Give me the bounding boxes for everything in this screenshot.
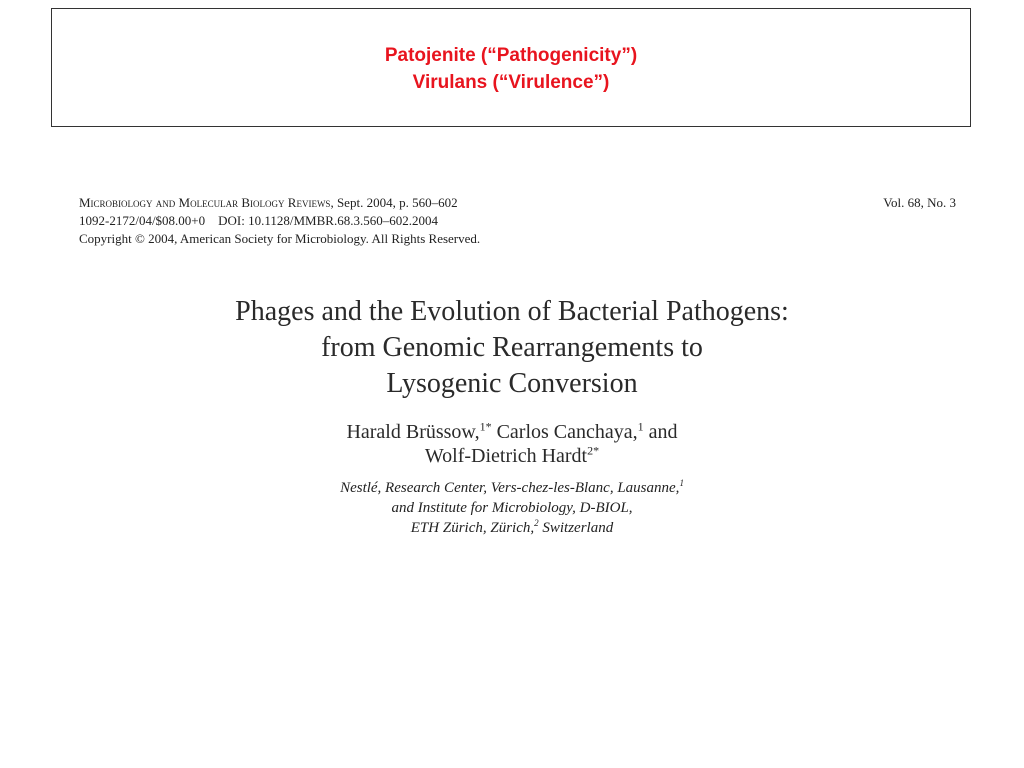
affiliation-2-text: ETH Zürich, Zürich, <box>410 520 535 536</box>
affiliation-block <box>260 478 764 538</box>
author-3-affiliation-mark: 2* <box>587 443 600 458</box>
author-line-1 <box>260 420 764 444</box>
affiliation-2-country: Switzerland <box>538 520 614 536</box>
journal-volume: Vol. 68, No. 3 <box>883 195 956 210</box>
author-1-affiliation-mark: 1* <box>479 419 492 434</box>
author-2-affiliation-mark: 1 <box>637 419 644 434</box>
slide-title-line-1: Patojenite (“Pathogenicity”) <box>384 45 638 66</box>
journal-citation <box>79 194 480 212</box>
slide-title-line-2: Virulans (“Virulence”) <box>412 72 610 93</box>
author-1: Harald Brüssow, <box>346 421 480 443</box>
affiliation-1-mark: 1 <box>679 478 684 488</box>
affiliation-line-2: and Institute for Microbiology, D-BIOL, <box>391 500 633 516</box>
affiliation-2-mark: 2 <box>534 518 539 528</box>
journal-issn-doi: 1092-2172/04/$08.00+0 DOI: 10.1128/MMBR.68.3.560–602.2004 <box>79 213 438 228</box>
article-title-line-1: Phages and the Evolution of Bacterial Pathogens: <box>235 296 789 327</box>
journal-name: Microbiology and Molecular Biology Reviews <box>79 195 331 210</box>
article-title-line-2: from Genomic Rearrangements to <box>321 332 703 363</box>
affiliation-line-3 <box>260 518 764 538</box>
author-2: Carlos Canchaya, <box>491 421 638 443</box>
author-list <box>260 420 764 468</box>
author-line-2 <box>260 444 764 468</box>
journal-citation-rest: , Sept. 2004, p. 560–602 <box>330 195 458 210</box>
author-3: Wolf-Dietrich Hardt <box>424 445 588 467</box>
affiliation-line-1 <box>260 478 764 498</box>
slide-title-box <box>51 8 971 127</box>
author-conjunction: and <box>643 421 678 443</box>
journal-header <box>79 194 480 248</box>
journal-copyright: Copyright © 2004, American Society for Microbiology. All Rights Reserved. <box>79 231 481 246</box>
affiliation-1-text: Nestlé, Research Center, Vers-chez-les-Blanc, Lausanne, <box>340 480 680 496</box>
article-title-line-3: Lysogenic Conversion <box>386 368 638 399</box>
article-title <box>160 294 864 402</box>
